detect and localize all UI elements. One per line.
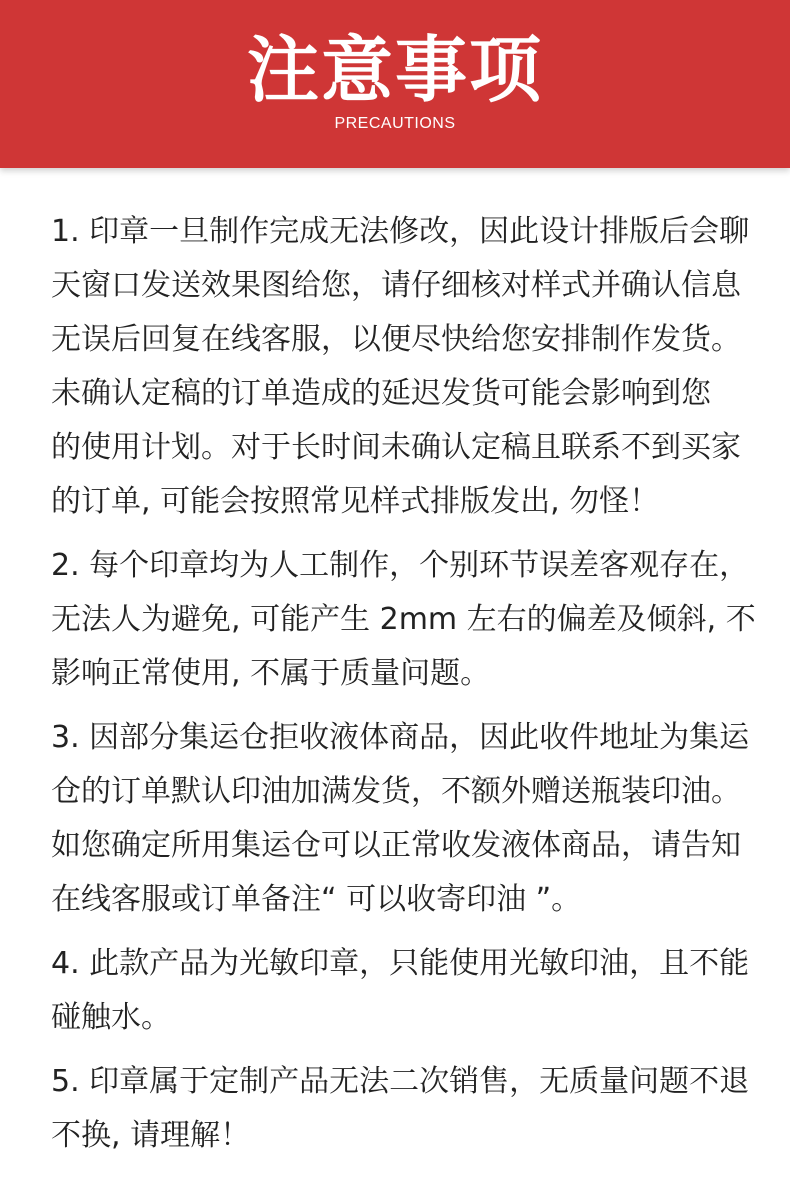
text-line: 的使用计划。对于长时间未确认定稿且联系不到买家 (51, 430, 741, 465)
page-title: 注意事项 (246, 28, 543, 112)
text-line: 天窗口发送效果图给您，请仔细核对样式并确认信息 (51, 268, 741, 303)
precautions-list (51, 205, 756, 1163)
text-line: 的订单, 可能会按照常见样式排版发出, 勿怪！ (51, 484, 660, 519)
precaution-item-5 (51, 1055, 750, 1163)
text-line: 碰触水。 (51, 1000, 171, 1035)
text-line: 2. 每个印章均为人工制作，个别环节误差客观存在， (51, 548, 750, 583)
precaution-item-4 (51, 937, 750, 1045)
precaution-item-3 (51, 711, 750, 927)
text-line: 5. 印章属于定制产品无法二次销售，无质量问题不退 (51, 1064, 750, 1099)
text-line: 在线客服或订单备注“ 可以收寄印油 ”。 (51, 882, 582, 917)
text-line: 3. 因部分集运仓拒收液体商品，因此收件地址为集运 (51, 720, 750, 755)
text-line: 4. 此款产品为光敏印章，只能使用光敏印油，且不能 (51, 946, 750, 981)
text-line: 未确认定稿的订单造成的延迟发货可能会影响到您 (51, 376, 711, 411)
text-line: 1. 印章一旦制作完成无法修改，因此设计排版后会聊 (51, 214, 750, 249)
text-line: 无法人为避免, 可能产生 2mm 左右的偏差及倾斜, 不 (51, 602, 756, 637)
precaution-item-2 (51, 539, 756, 701)
header-banner (0, 0, 790, 168)
page-subtitle: PRECAUTIONS (334, 115, 456, 132)
text-line: 不换, 请理解！ (51, 1118, 251, 1153)
text-line: 如您确定所用集运仓可以正常收发液体商品，请告知 (51, 828, 741, 863)
text-line: 仓的订单默认印油加满发货，不额外赠送瓶装印油。 (51, 774, 741, 809)
precaution-item-1 (51, 205, 750, 529)
text-line: 影响正常使用, 不属于质量问题。 (51, 656, 491, 691)
text-line: 无误后回复在线客服，以便尽快给您安排制作发货。 (51, 322, 741, 357)
